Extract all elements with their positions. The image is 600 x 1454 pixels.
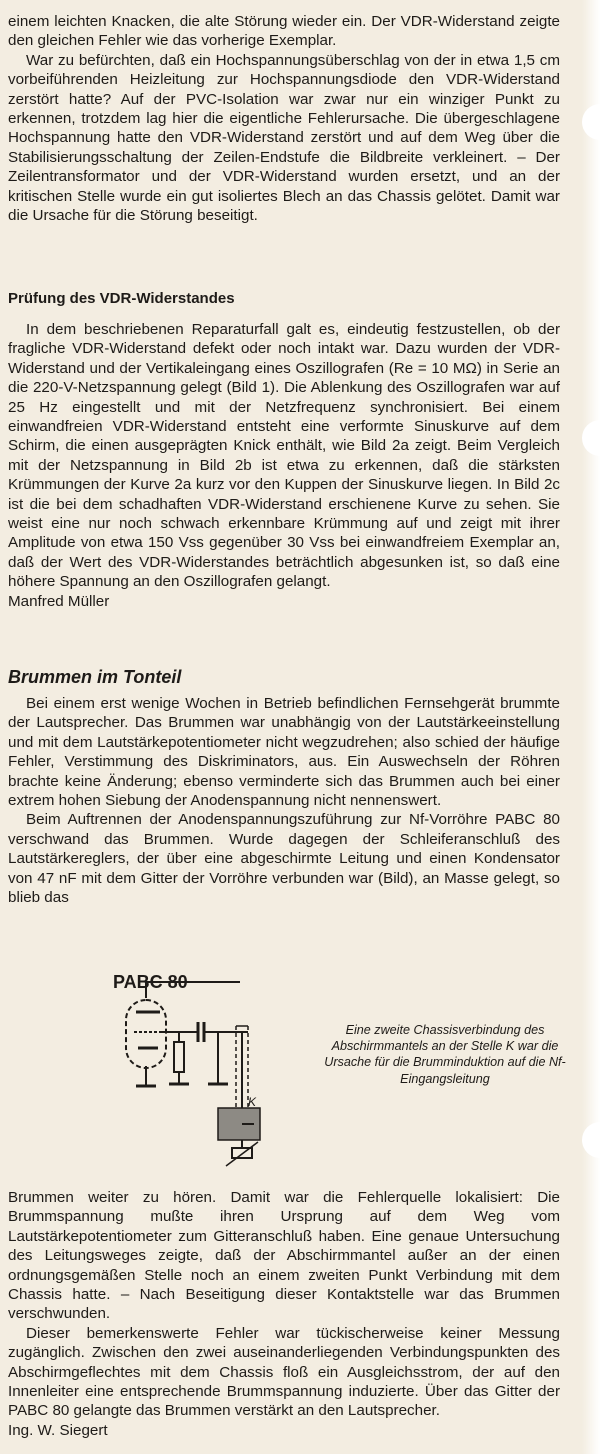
- article1-paragraph: In dem beschriebenen Reparaturfall galt es, eindeutig festzustellen, ob der fragliche VDR-Widerstand defekt oder noch intakt war. Dazu wurden der VDR-Widerstand und der Vertikaleingang eines Oszillografen (Re = 10 MΩ) in Serie an die 220-V-Netzspannung gelegt (Bild 1). Die Ablenkung des Oszillografen war auf 25 Hz eingestellt und mit der Netzfrequenz synchronisiert. Bei einem einwandfreien VDR-Widerstand entsteht eine verformte Sinuskurve auf dem Schirm, die einen ausgeprägten Knick enthält, wie Bild 2a zeigt. Beim Vergleich mit der Netzspannung in Bild 2b ist etwa zu erkennen, daß die stärksten Krümmungen der Kurve 2a kurz vor den Kuppen der Sinuskurve liegen. In Bild 2c ist die bei dem schadhaften VDR-Widerstand erschienene Kurve zu sehen. Sie weist eine nur noch schwach erkennbare Krümmung auf und zeigt mit ihrer Amplitude von etwa 150 Vss gegenüber 30 Vss bei einwandfreiem Exemplar an, daß der Wert des VDR-Widerstandes beträchtlich abgesunken ist, so daß eine höhere Spannung an den Oszillografen gelangt.: [8, 321, 560, 591]
- article2-continuation: [8, 1188, 560, 1440]
- subheading: Prüfung des VDR-Widerstandes: [8, 290, 235, 307]
- article1-test-section: [8, 320, 560, 611]
- tube-label: PABC 80: [113, 972, 188, 992]
- article2-paragraph: Dieser bemerkenswerte Fehler war tückischerweise keiner Messung zugänglich. Zwischen den zwei auseinanderliegenden Verbindungspunkten des Abschirmgeflechtes mit dem Chassis floß ein Ausgleichsstrom, der auf den Innenleiter eine entsprechende Brummspannung induzierte. Über das Gitter der PABC 80 gelangte das Brummen verstärkt an den Lautsprecher.: [8, 1324, 560, 1420]
- article1-paragraph: einem leichten Knacken, die alte Störung wieder ein. Der VDR-Widerstand zeigte den gleichen Fehler wie das vorherige Exemplar.: [8, 13, 560, 50]
- tube-envelope: [126, 1000, 166, 1068]
- grid-resistor: [174, 1042, 184, 1072]
- figure-caption: Eine zweite Chassisverbindung des Abschirmmantels an der Stelle K war die Ursache für die Brumminduktion auf die Nf-Eingangsleitung: [324, 1023, 566, 1086]
- article1-subsection: [8, 289, 560, 309]
- article2-paragraph: Beim Auftrennen der Anodenspannungszuführung zur Nf-Vorröhre PABC 80 verschwand das Brummen. Wurde dagegen der Schleiferanschluß des Lautstärkereglers, der über eine abgeschirmte Leitung und einen Kondensator von 47 nF mit dem Gitter der Vorröhre verbunden war (Bild), an Masse gelegt, so blieb das: [8, 811, 560, 907]
- article2-paragraph: Bei einem erst wenige Wochen in Betrieb befindlichen Fernsehgerät brummte der Lautsprecher. Das Brummen war unabhängig von der Lautstärkeeinstellung und mit dem Lautstärkepotentiometer nicht wegzudrehen; also schied der häufige Fehler, Verstimmung des Diskriminators, aus. Ein Auswechseln der Röhren brachte keine Änderung; ebenso verminderte sich das Brummen auch bei einer extrem hohen Siebung der Anodenspannung nicht nennenswert.: [8, 695, 560, 810]
- page-edge: [582, 0, 600, 1454]
- article1-paragraph: War zu befürchten, daß ein Hochspannungsüberschlag von der in etwa 1,5 cm vorbeiführenden Heizleitung zur Hochspannungsdiode den VDR-Widerstand zerstört hatte? Auf der PVC-Isolation war zwar nur ein winziger Punkt zu erkennen, trotzdem lag hier die eigentliche Fehlerursache. Die übergeschlagene Hochspannung hatte den VDR-Widerstand zerstört und auf dem Weg über die Stabilisierungsschaltung der Zeilen-Endstufe die Bildbreite verkleinert. – Der Zeilentransformator und der VDR-Widerstand wurden ersetzt, und an der kritischen Stelle wurde ein gut isoliertes Blech an das Chassis gelötet. Damit war die Ursache für die Störung beseitigt.: [8, 51, 560, 225]
- article1-body: [8, 12, 560, 225]
- circuit-diagram: [100, 962, 330, 1172]
- author-signature: Ing. W. Siegert: [8, 1421, 108, 1439]
- article2-body: [8, 694, 560, 907]
- article-heading: Brummen im Tonteil: [8, 667, 182, 687]
- point-k-label: K: [248, 1095, 257, 1109]
- author-signature: Manfred Müller: [8, 592, 110, 610]
- article2-paragraph: Brummen weiter zu hören. Damit war die Fehlerquelle lokalisiert: Die Brummspannung mußte ihren Ursprung auf dem Weg vom Lautstärkepotentiometer zum Gitteranschluß haben. Eine genaue Untersuchung des Leitungsweges zeigte, daß der Abschirmmantel außer an der einen ordnungsgemäßen Stelle noch an einem zweiten Punkt Verbindung mit dem Chassis hatte. – Nach Beseitigung dieser Kontaktstelle war das Brummen verschwunden.: [8, 1189, 560, 1323]
- article2-header: [8, 666, 560, 688]
